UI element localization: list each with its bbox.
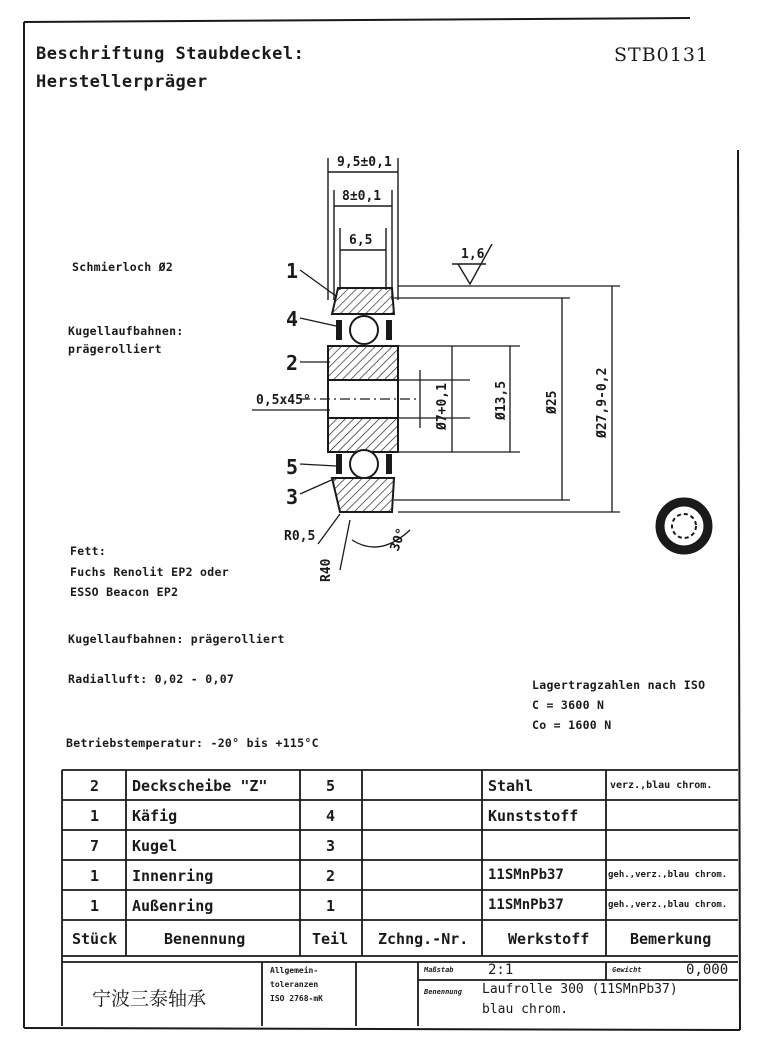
dim-radius-large: R40 [319,558,334,582]
table-row-4-bemerkung: geh.,verz.,blau chrom. [608,870,728,880]
th-zeichnung: Zchng.-Nr. [378,930,469,948]
callout-2: 2 [286,351,299,375]
table-row-5-teil: 1 [326,897,336,915]
note-fett-1: Fuchs Renolit EP2 oder [70,565,229,579]
table-row-3-benennung: Kugel [132,837,178,855]
weight-value: 0,000 [686,962,729,978]
weight-label: Gewicht [612,966,642,974]
header-title-line1: Beschriftung Staubdeckel: [36,44,305,64]
note-fett-label: Fett: [70,544,107,558]
dim-width-mid: 8±0,1 [342,189,382,204]
dim-bore: Ø7+0,1 [435,383,450,430]
th-benennung: Benennung [164,930,246,948]
dim-chamfer: 0,5x45° [256,393,311,408]
table-row-1-werkstoff: Stahl [488,777,534,795]
note-schmierloch: Schmierloch Ø2 [72,260,174,274]
note-kugellauf-full: Kugellaufbahnen: prägerolliert [68,632,285,646]
header-title-line2: Herstellerpräger [36,72,208,92]
name-value-line1: Laufrolle 300 (11SMnPb37) [482,982,678,997]
dim-mid-dia: Ø25 [545,390,560,414]
table-row-3-teil: 3 [326,837,336,855]
company-name: 宁波三泰轴承 [92,988,207,1010]
table-row-1-benennung: Deckscheibe "Z" [132,777,268,795]
note-kugellauf-1: Kugellaufbahnen: [68,324,184,338]
load-co: Co = 1600 N [532,718,612,732]
table-row-4-stueck: 1 [90,867,100,885]
load-title: Lagertragzahlen nach ISO [532,678,706,692]
callout-1: 1 [286,259,299,283]
table-row-2-benennung: Käfig [132,807,178,825]
th-bemerkung: Bemerkung [630,930,712,948]
tolerance-line1: Allgemein- [270,966,319,975]
tolerance-line2: toleranzen [270,980,319,989]
callout-3: 3 [286,485,299,509]
name-label: Benennung [424,988,462,996]
th-werkstoff: Werkstoff [508,930,590,948]
table-row-5-bemerkung: geh.,verz.,blau chrom. [608,900,728,910]
table-row-4-benennung: Innenring [132,867,214,885]
table-row-2-stueck: 1 [90,807,100,825]
document-id: STB0131 [614,44,710,66]
table-row-5-stueck: 1 [90,897,100,915]
dim-angle: 30° [387,526,410,554]
note-betriebstemp: Betriebstemperatur: -20° bis +115°C [66,736,319,750]
dim-outer-dia: Ø27,9-0,2 [595,367,610,438]
table-row-5-werkstoff: 11SMnPb37 [488,897,564,913]
name-value-line2: blau chrom. [482,1002,569,1017]
table-row-5-benennung: Außenring [132,897,214,915]
dim-roughness: 1,6 [461,247,485,262]
note-radialluft: Radialluft: 0,02 - 0,07 [68,672,235,686]
callout-5: 5 [286,455,299,479]
table-row-2-werkstoff: Kunststoff [488,807,579,825]
note-kugellauf-2: prägerolliert [68,342,162,356]
callout-4: 4 [286,307,299,331]
table-row-1-teil: 5 [326,777,336,795]
dim-width-outer: 9,5±0,1 [337,155,392,170]
table-row-1-stueck: 2 [90,777,100,795]
scale-label: Maßstab [424,966,454,974]
table-row-3-stueck: 7 [90,837,100,855]
table-row-1-bemerkung: verz.,blau chrom. [610,780,713,791]
th-teil: Teil [312,930,349,948]
note-fett-2: ESSO Beacon EP2 [70,585,179,599]
tolerance-line3: ISO 2768-mK [270,994,323,1003]
table-row-4-werkstoff: 11SMnPb37 [488,867,564,883]
dim-inner-dia: Ø13,5 [494,380,509,420]
scale-value: 2:1 [488,962,514,978]
dim-radius-small: R0,5 [284,529,316,544]
table-row-2-teil: 4 [326,807,336,825]
load-c: C = 3600 N [532,698,605,712]
table-row-4-teil: 2 [326,867,336,885]
th-stueck: Stück [72,930,118,948]
dim-width-inner: 6,5 [349,233,373,248]
